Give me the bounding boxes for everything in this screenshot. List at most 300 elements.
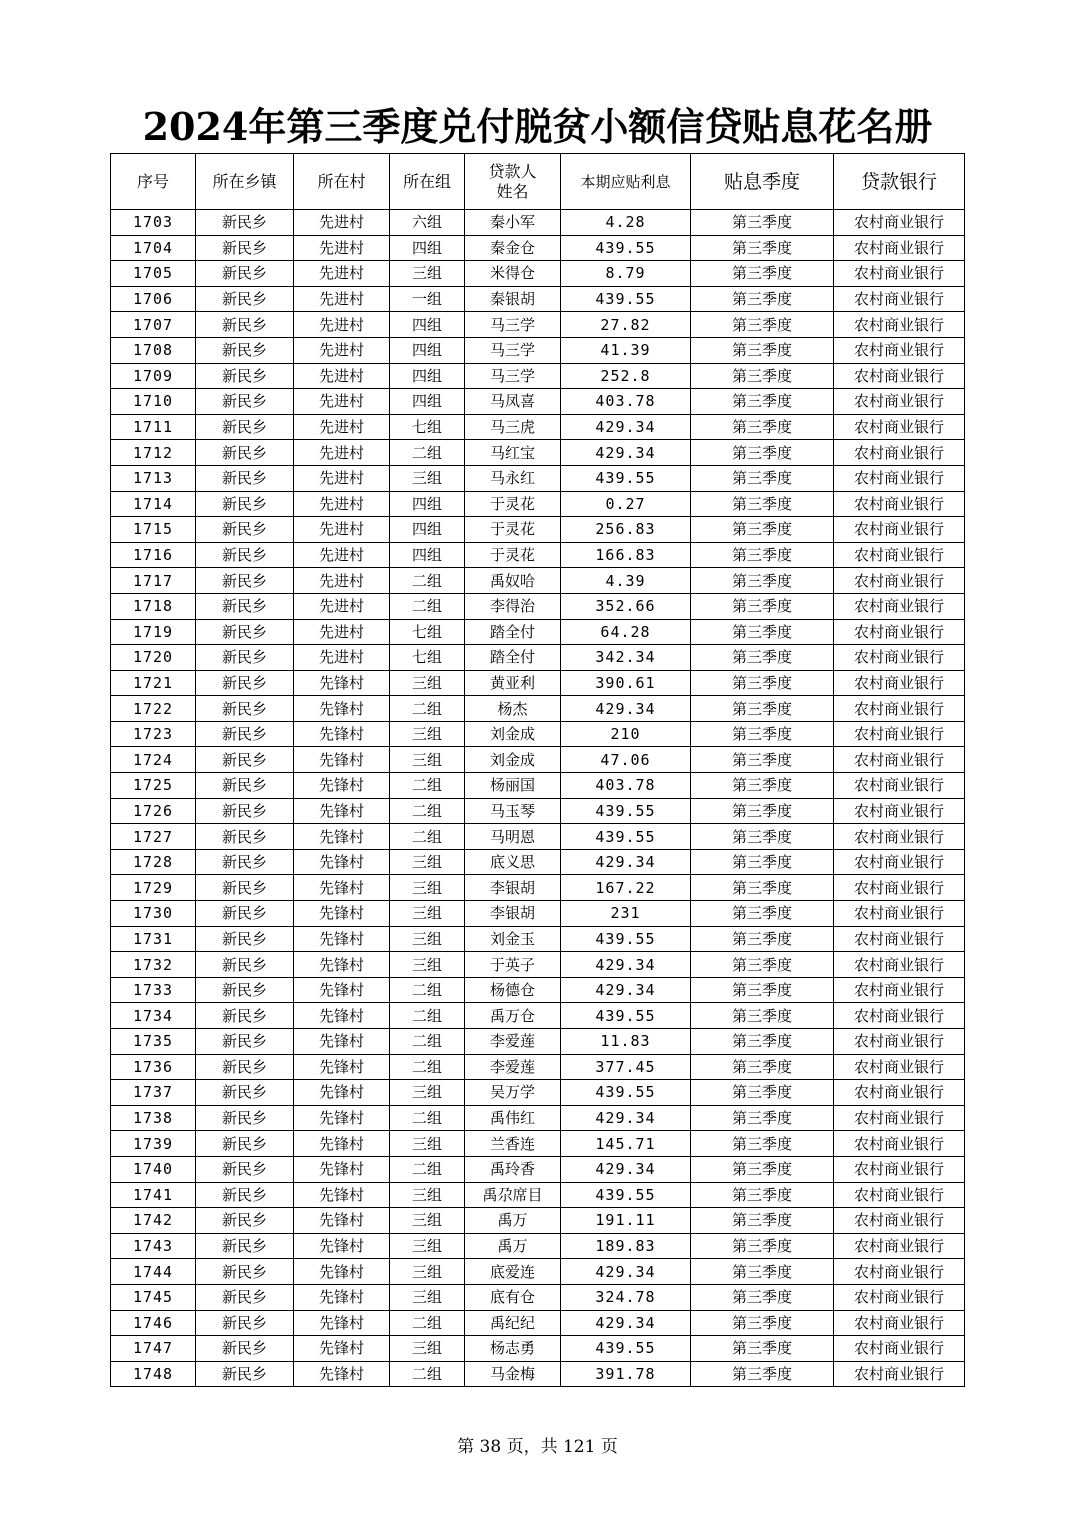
cell-borrower: 刘金成 bbox=[465, 747, 561, 773]
cell-index: 1731 bbox=[111, 926, 196, 952]
cell-index: 1713 bbox=[111, 465, 196, 491]
cell-village: 先进村 bbox=[294, 542, 390, 568]
cell-bank: 农村商业银行 bbox=[834, 1003, 965, 1029]
cell-index: 1714 bbox=[111, 491, 196, 517]
cell-township: 新民乡 bbox=[196, 926, 294, 952]
cell-bank: 农村商业银行 bbox=[834, 1336, 965, 1362]
cell-group: 二组 bbox=[390, 1361, 465, 1387]
table-row bbox=[111, 1361, 965, 1387]
cell-quarter: 第三季度 bbox=[691, 952, 834, 978]
cell-township: 新民乡 bbox=[196, 1336, 294, 1362]
cell-index: 1738 bbox=[111, 1105, 196, 1131]
cell-index: 1729 bbox=[111, 875, 196, 901]
table-row bbox=[111, 1156, 965, 1182]
cell-township: 新民乡 bbox=[196, 542, 294, 568]
cell-borrower: 刘金玉 bbox=[465, 926, 561, 952]
cell-village: 先锋村 bbox=[294, 1208, 390, 1234]
cell-index: 1743 bbox=[111, 1233, 196, 1259]
cell-quarter: 第三季度 bbox=[691, 517, 834, 543]
table-row bbox=[111, 849, 965, 875]
table-row bbox=[111, 696, 965, 722]
cell-group: 三组 bbox=[390, 926, 465, 952]
cell-quarter: 第三季度 bbox=[691, 337, 834, 363]
cell-quarter: 第三季度 bbox=[691, 261, 834, 287]
cell-interest: 429.34 bbox=[561, 1259, 691, 1285]
cell-township: 新民乡 bbox=[196, 261, 294, 287]
cell-borrower: 踏全付 bbox=[465, 619, 561, 645]
cell-borrower: 米得仓 bbox=[465, 261, 561, 287]
cell-township: 新民乡 bbox=[196, 798, 294, 824]
cell-village: 先锋村 bbox=[294, 798, 390, 824]
cell-quarter: 第三季度 bbox=[691, 1029, 834, 1055]
cell-bank: 农村商业银行 bbox=[834, 440, 965, 466]
cell-bank: 农村商业银行 bbox=[834, 849, 965, 875]
cell-village: 先锋村 bbox=[294, 926, 390, 952]
cell-interest: 429.34 bbox=[561, 977, 691, 1003]
table-row bbox=[111, 926, 965, 952]
cell-interest: 439.55 bbox=[561, 1080, 691, 1106]
table-row bbox=[111, 721, 965, 747]
cell-index: 1739 bbox=[111, 1131, 196, 1157]
cell-quarter: 第三季度 bbox=[691, 696, 834, 722]
cell-bank: 农村商业银行 bbox=[834, 1182, 965, 1208]
cell-bank: 农村商业银行 bbox=[834, 363, 965, 389]
cell-quarter: 第三季度 bbox=[691, 363, 834, 389]
table-row bbox=[111, 619, 965, 645]
cell-bank: 农村商业银行 bbox=[834, 952, 965, 978]
cell-interest: 11.83 bbox=[561, 1029, 691, 1055]
cell-index: 1706 bbox=[111, 286, 196, 312]
cell-index: 1710 bbox=[111, 389, 196, 415]
cell-bank: 农村商业银行 bbox=[834, 798, 965, 824]
cell-group: 二组 bbox=[390, 696, 465, 722]
cell-village: 先锋村 bbox=[294, 1182, 390, 1208]
cell-interest: 41.39 bbox=[561, 337, 691, 363]
cell-borrower: 秦银胡 bbox=[465, 286, 561, 312]
cell-village: 先锋村 bbox=[294, 1336, 390, 1362]
cell-interest: 439.55 bbox=[561, 465, 691, 491]
cell-village: 先锋村 bbox=[294, 1156, 390, 1182]
cell-township: 新民乡 bbox=[196, 465, 294, 491]
cell-quarter: 第三季度 bbox=[691, 1080, 834, 1106]
cell-borrower: 秦金仓 bbox=[465, 235, 561, 261]
cell-borrower: 马三学 bbox=[465, 312, 561, 338]
cell-township: 新民乡 bbox=[196, 1259, 294, 1285]
cell-index: 1722 bbox=[111, 696, 196, 722]
table-row bbox=[111, 645, 965, 671]
cell-index: 1726 bbox=[111, 798, 196, 824]
cell-interest: 429.34 bbox=[561, 696, 691, 722]
cell-village: 先锋村 bbox=[294, 696, 390, 722]
cell-borrower: 禹伟红 bbox=[465, 1105, 561, 1131]
cell-borrower: 禹尕席目 bbox=[465, 1182, 561, 1208]
cell-group: 四组 bbox=[390, 542, 465, 568]
table-row bbox=[111, 568, 965, 594]
cell-group: 四组 bbox=[390, 491, 465, 517]
table-row bbox=[111, 773, 965, 799]
cell-group: 三组 bbox=[390, 1284, 465, 1310]
cell-bank: 农村商业银行 bbox=[834, 210, 965, 236]
cell-bank: 农村商业银行 bbox=[834, 593, 965, 619]
col-header-index: 序号 bbox=[111, 154, 196, 210]
cell-borrower: 刘金成 bbox=[465, 721, 561, 747]
cell-interest: 439.55 bbox=[561, 286, 691, 312]
cell-group: 二组 bbox=[390, 1003, 465, 1029]
cell-group: 二组 bbox=[390, 1105, 465, 1131]
cell-interest: 429.34 bbox=[561, 414, 691, 440]
table-row bbox=[111, 977, 965, 1003]
cell-village: 先锋村 bbox=[294, 977, 390, 1003]
table-row bbox=[111, 261, 965, 287]
cell-quarter: 第三季度 bbox=[691, 389, 834, 415]
table-row bbox=[111, 798, 965, 824]
header-row bbox=[111, 154, 965, 210]
cell-interest: 0.27 bbox=[561, 491, 691, 517]
cell-group: 三组 bbox=[390, 465, 465, 491]
table-row bbox=[111, 312, 965, 338]
cell-borrower: 禹奴哈 bbox=[465, 568, 561, 594]
cell-township: 新民乡 bbox=[196, 491, 294, 517]
cell-index: 1715 bbox=[111, 517, 196, 543]
cell-township: 新民乡 bbox=[196, 773, 294, 799]
cell-interest: 403.78 bbox=[561, 389, 691, 415]
cell-index: 1733 bbox=[111, 977, 196, 1003]
cell-village: 先进村 bbox=[294, 286, 390, 312]
cell-index: 1720 bbox=[111, 645, 196, 671]
cell-township: 新民乡 bbox=[196, 1080, 294, 1106]
cell-village: 先锋村 bbox=[294, 901, 390, 927]
cell-group: 六组 bbox=[390, 210, 465, 236]
cell-township: 新民乡 bbox=[196, 312, 294, 338]
cell-bank: 农村商业银行 bbox=[834, 1029, 965, 1055]
cell-village: 先进村 bbox=[294, 389, 390, 415]
cell-quarter: 第三季度 bbox=[691, 286, 834, 312]
cell-borrower: 于灵花 bbox=[465, 517, 561, 543]
cell-township: 新民乡 bbox=[196, 440, 294, 466]
table-row bbox=[111, 235, 965, 261]
cell-group: 四组 bbox=[390, 312, 465, 338]
cell-index: 1740 bbox=[111, 1156, 196, 1182]
col-header-interest: 本期应贴利息 bbox=[561, 154, 691, 210]
cell-township: 新民乡 bbox=[196, 210, 294, 236]
cell-group: 七组 bbox=[390, 619, 465, 645]
cell-interest: 439.55 bbox=[561, 926, 691, 952]
cell-village: 先锋村 bbox=[294, 1310, 390, 1336]
table-row bbox=[111, 414, 965, 440]
cell-interest: 4.39 bbox=[561, 568, 691, 594]
cell-group: 三组 bbox=[390, 670, 465, 696]
cell-township: 新民乡 bbox=[196, 619, 294, 645]
cell-township: 新民乡 bbox=[196, 389, 294, 415]
table-row bbox=[111, 1208, 965, 1234]
cell-group: 三组 bbox=[390, 747, 465, 773]
cell-quarter: 第三季度 bbox=[691, 977, 834, 1003]
cell-township: 新民乡 bbox=[196, 1029, 294, 1055]
cell-township: 新民乡 bbox=[196, 849, 294, 875]
cell-index: 1718 bbox=[111, 593, 196, 619]
cell-index: 1717 bbox=[111, 568, 196, 594]
table-row bbox=[111, 542, 965, 568]
cell-interest: 439.55 bbox=[561, 235, 691, 261]
cell-borrower: 李爱莲 bbox=[465, 1054, 561, 1080]
cell-township: 新民乡 bbox=[196, 337, 294, 363]
cell-bank: 农村商业银行 bbox=[834, 491, 965, 517]
cell-interest: 439.55 bbox=[561, 1336, 691, 1362]
col-header-township: 所在乡镇 bbox=[196, 154, 294, 210]
cell-village: 先进村 bbox=[294, 491, 390, 517]
cell-index: 1732 bbox=[111, 952, 196, 978]
cell-village: 先进村 bbox=[294, 312, 390, 338]
table-row bbox=[111, 670, 965, 696]
cell-quarter: 第三季度 bbox=[691, 1156, 834, 1182]
cell-quarter: 第三季度 bbox=[691, 491, 834, 517]
cell-township: 新民乡 bbox=[196, 286, 294, 312]
cell-bank: 农村商业银行 bbox=[834, 1054, 965, 1080]
cell-interest: 439.55 bbox=[561, 824, 691, 850]
cell-borrower: 底义思 bbox=[465, 849, 561, 875]
cell-quarter: 第三季度 bbox=[691, 1105, 834, 1131]
cell-interest: 27.82 bbox=[561, 312, 691, 338]
cell-bank: 农村商业银行 bbox=[834, 747, 965, 773]
cell-interest: 377.45 bbox=[561, 1054, 691, 1080]
cell-township: 新民乡 bbox=[196, 645, 294, 671]
cell-index: 1741 bbox=[111, 1182, 196, 1208]
cell-bank: 农村商业银行 bbox=[834, 261, 965, 287]
cell-index: 1705 bbox=[111, 261, 196, 287]
cell-quarter: 第三季度 bbox=[691, 235, 834, 261]
cell-village: 先锋村 bbox=[294, 721, 390, 747]
cell-township: 新民乡 bbox=[196, 747, 294, 773]
col-header-bank: 贷款银行 bbox=[834, 154, 965, 210]
cell-township: 新民乡 bbox=[196, 1156, 294, 1182]
cell-bank: 农村商业银行 bbox=[834, 1233, 965, 1259]
cell-index: 1724 bbox=[111, 747, 196, 773]
cell-bank: 农村商业银行 bbox=[834, 1310, 965, 1336]
cell-quarter: 第三季度 bbox=[691, 465, 834, 491]
cell-village: 先锋村 bbox=[294, 1105, 390, 1131]
cell-quarter: 第三季度 bbox=[691, 1131, 834, 1157]
cell-village: 先锋村 bbox=[294, 1361, 390, 1387]
cell-village: 先锋村 bbox=[294, 1233, 390, 1259]
cell-borrower: 黄亚利 bbox=[465, 670, 561, 696]
cell-index: 1708 bbox=[111, 337, 196, 363]
cell-township: 新民乡 bbox=[196, 235, 294, 261]
col-header-group: 所在组 bbox=[390, 154, 465, 210]
cell-bank: 农村商业银行 bbox=[834, 568, 965, 594]
cell-group: 三组 bbox=[390, 1233, 465, 1259]
cell-borrower: 吴万学 bbox=[465, 1080, 561, 1106]
cell-group: 三组 bbox=[390, 901, 465, 927]
cell-bank: 农村商业银行 bbox=[834, 542, 965, 568]
cell-bank: 农村商业银行 bbox=[834, 1361, 965, 1387]
cell-interest: 429.34 bbox=[561, 440, 691, 466]
cell-village: 先锋村 bbox=[294, 747, 390, 773]
cell-index: 1745 bbox=[111, 1284, 196, 1310]
cell-bank: 农村商业银行 bbox=[834, 286, 965, 312]
cell-village: 先进村 bbox=[294, 235, 390, 261]
cell-village: 先锋村 bbox=[294, 1029, 390, 1055]
cell-township: 新民乡 bbox=[196, 977, 294, 1003]
cell-village: 先锋村 bbox=[294, 1003, 390, 1029]
cell-township: 新民乡 bbox=[196, 1105, 294, 1131]
table-row bbox=[111, 747, 965, 773]
cell-bank: 农村商业银行 bbox=[834, 670, 965, 696]
cell-village: 先进村 bbox=[294, 337, 390, 363]
cell-quarter: 第三季度 bbox=[691, 210, 834, 236]
cell-interest: 189.83 bbox=[561, 1233, 691, 1259]
cell-index: 1704 bbox=[111, 235, 196, 261]
cell-bank: 农村商业银行 bbox=[834, 1208, 965, 1234]
cell-group: 四组 bbox=[390, 389, 465, 415]
table-row bbox=[111, 337, 965, 363]
cell-township: 新民乡 bbox=[196, 824, 294, 850]
cell-village: 先进村 bbox=[294, 568, 390, 594]
cell-interest: 439.55 bbox=[561, 798, 691, 824]
cell-interest: 8.79 bbox=[561, 261, 691, 287]
cell-village: 先锋村 bbox=[294, 952, 390, 978]
cell-village: 先锋村 bbox=[294, 670, 390, 696]
cell-quarter: 第三季度 bbox=[691, 1310, 834, 1336]
cell-borrower: 杨德仓 bbox=[465, 977, 561, 1003]
cell-interest: 47.06 bbox=[561, 747, 691, 773]
cell-borrower: 马三虎 bbox=[465, 414, 561, 440]
table-row bbox=[111, 1233, 965, 1259]
cell-quarter: 第三季度 bbox=[691, 773, 834, 799]
cell-index: 1730 bbox=[111, 901, 196, 927]
table-row bbox=[111, 517, 965, 543]
cell-borrower: 于灵花 bbox=[465, 491, 561, 517]
cell-index: 1736 bbox=[111, 1054, 196, 1080]
cell-index: 1719 bbox=[111, 619, 196, 645]
col-header-village: 所在村 bbox=[294, 154, 390, 210]
cell-group: 三组 bbox=[390, 1080, 465, 1106]
cell-group: 二组 bbox=[390, 593, 465, 619]
cell-quarter: 第三季度 bbox=[691, 1259, 834, 1285]
cell-quarter: 第三季度 bbox=[691, 440, 834, 466]
table-row bbox=[111, 952, 965, 978]
cell-quarter: 第三季度 bbox=[691, 1182, 834, 1208]
cell-interest: 439.55 bbox=[561, 1003, 691, 1029]
cell-quarter: 第三季度 bbox=[691, 798, 834, 824]
cell-index: 1703 bbox=[111, 210, 196, 236]
cell-borrower: 踏全付 bbox=[465, 645, 561, 671]
cell-township: 新民乡 bbox=[196, 670, 294, 696]
cell-township: 新民乡 bbox=[196, 1310, 294, 1336]
cell-interest: 166.83 bbox=[561, 542, 691, 568]
cell-township: 新民乡 bbox=[196, 1284, 294, 1310]
cell-index: 1711 bbox=[111, 414, 196, 440]
page-footer: 第 38 页，共 121 页 bbox=[457, 1437, 618, 1457]
cell-bank: 农村商业银行 bbox=[834, 414, 965, 440]
cell-village: 先进村 bbox=[294, 363, 390, 389]
cell-bank: 农村商业银行 bbox=[834, 926, 965, 952]
cell-bank: 农村商业银行 bbox=[834, 901, 965, 927]
table-row bbox=[111, 210, 965, 236]
cell-group: 一组 bbox=[390, 286, 465, 312]
cell-township: 新民乡 bbox=[196, 721, 294, 747]
cell-interest: 391.78 bbox=[561, 1361, 691, 1387]
cell-quarter: 第三季度 bbox=[691, 312, 834, 338]
cell-index: 1727 bbox=[111, 824, 196, 850]
cell-group: 三组 bbox=[390, 875, 465, 901]
cell-interest: 252.8 bbox=[561, 363, 691, 389]
cell-interest: 231 bbox=[561, 901, 691, 927]
cell-bank: 农村商业银行 bbox=[834, 1131, 965, 1157]
cell-village: 先锋村 bbox=[294, 1080, 390, 1106]
cell-quarter: 第三季度 bbox=[691, 619, 834, 645]
cell-quarter: 第三季度 bbox=[691, 568, 834, 594]
cell-township: 新民乡 bbox=[196, 901, 294, 927]
cell-township: 新民乡 bbox=[196, 568, 294, 594]
cell-borrower: 马三学 bbox=[465, 337, 561, 363]
cell-quarter: 第三季度 bbox=[691, 901, 834, 927]
cell-interest: 429.34 bbox=[561, 1310, 691, 1336]
cell-index: 1725 bbox=[111, 773, 196, 799]
cell-group: 三组 bbox=[390, 261, 465, 287]
cell-borrower: 底爱连 bbox=[465, 1259, 561, 1285]
cell-quarter: 第三季度 bbox=[691, 875, 834, 901]
cell-index: 1721 bbox=[111, 670, 196, 696]
cell-township: 新民乡 bbox=[196, 1054, 294, 1080]
cell-borrower: 底有仓 bbox=[465, 1284, 561, 1310]
col-header-borrower: 贷款人姓名 bbox=[465, 154, 561, 210]
cell-borrower: 马明恩 bbox=[465, 824, 561, 850]
cell-village: 先锋村 bbox=[294, 1284, 390, 1310]
cell-group: 二组 bbox=[390, 440, 465, 466]
cell-quarter: 第三季度 bbox=[691, 1336, 834, 1362]
cell-interest: 439.55 bbox=[561, 1182, 691, 1208]
cell-bank: 农村商业银行 bbox=[834, 1284, 965, 1310]
cell-village: 先进村 bbox=[294, 619, 390, 645]
cell-group: 七组 bbox=[390, 645, 465, 671]
table-row bbox=[111, 1336, 965, 1362]
cell-interest: 352.66 bbox=[561, 593, 691, 619]
cell-bank: 农村商业银行 bbox=[834, 312, 965, 338]
cell-quarter: 第三季度 bbox=[691, 1361, 834, 1387]
subsidy-roster-table bbox=[110, 153, 965, 1387]
cell-group: 二组 bbox=[390, 798, 465, 824]
cell-interest: 429.34 bbox=[561, 849, 691, 875]
cell-interest: 191.11 bbox=[561, 1208, 691, 1234]
document-title: 2024年第三季度兑付脱贫小额信贷贴息花名册 bbox=[142, 104, 933, 149]
cell-borrower: 马金梅 bbox=[465, 1361, 561, 1387]
cell-village: 先进村 bbox=[294, 593, 390, 619]
cell-quarter: 第三季度 bbox=[691, 721, 834, 747]
cell-group: 三组 bbox=[390, 1182, 465, 1208]
cell-bank: 农村商业银行 bbox=[834, 465, 965, 491]
cell-interest: 4.28 bbox=[561, 210, 691, 236]
cell-village: 先锋村 bbox=[294, 849, 390, 875]
cell-index: 1728 bbox=[111, 849, 196, 875]
cell-township: 新民乡 bbox=[196, 593, 294, 619]
cell-group: 四组 bbox=[390, 235, 465, 261]
cell-borrower: 马三学 bbox=[465, 363, 561, 389]
cell-quarter: 第三季度 bbox=[691, 1054, 834, 1080]
cell-village: 先进村 bbox=[294, 414, 390, 440]
cell-interest: 145.71 bbox=[561, 1131, 691, 1157]
cell-quarter: 第三季度 bbox=[691, 1208, 834, 1234]
cell-index: 1712 bbox=[111, 440, 196, 466]
table-row bbox=[111, 491, 965, 517]
cell-borrower: 杨志勇 bbox=[465, 1336, 561, 1362]
cell-quarter: 第三季度 bbox=[691, 1233, 834, 1259]
cell-bank: 农村商业银行 bbox=[834, 235, 965, 261]
cell-group: 二组 bbox=[390, 1156, 465, 1182]
cell-village: 先进村 bbox=[294, 440, 390, 466]
table-row bbox=[111, 1054, 965, 1080]
cell-bank: 农村商业银行 bbox=[834, 619, 965, 645]
cell-group: 三组 bbox=[390, 849, 465, 875]
